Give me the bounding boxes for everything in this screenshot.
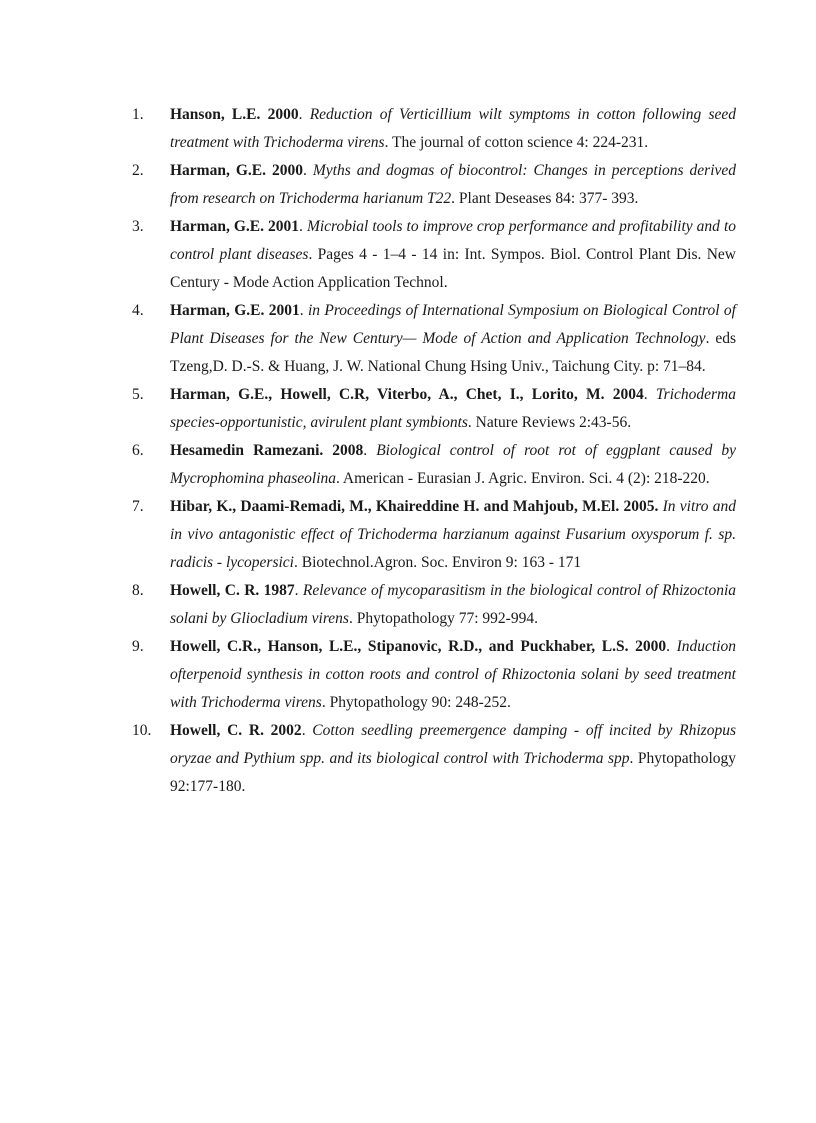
reference-title: Myths and dogmas of biocontrol: Changes in perceptions derived from research on Trichoderma harianum T22 <box>170 162 737 207</box>
reference-author: Howell, C. R. 1987 <box>170 582 295 599</box>
reference-source: . The journal of cotton science 4: 224-231. <box>384 134 649 151</box>
reference-title: Biological control of root rot of eggplant caused by Mycrophomina phaseolina <box>170 442 736 487</box>
reference-item <box>132 437 736 493</box>
reference-author: Harman, G.E. 2001 <box>170 302 300 319</box>
reference-source: . Nature Reviews 2:43-56. <box>467 414 632 431</box>
reference-source: . Biotechnol.Agron. Soc. Environ 9: 163 - 171 <box>293 554 582 571</box>
reference-separator: . <box>299 218 307 235</box>
reference-number: 9. <box>132 638 144 655</box>
reference-title: Microbial tools to improve crop performance and profitability and to control plant diseases <box>170 218 737 263</box>
reference-author: Howell, C.R., Hanson, L.E., Stipanovic, R.D., and Puckhaber, L.S. 2000 <box>170 638 667 655</box>
reference-item <box>132 101 736 157</box>
reference-author: Hanson, L.E. 2000 <box>170 106 299 123</box>
reference-source: . American - Eurasian J. Agric. Environ. Sci. 4 (2): 218-220. <box>336 470 710 487</box>
reference-text <box>170 437 736 493</box>
reference-item <box>132 157 736 213</box>
reference-text <box>170 101 736 157</box>
reference-title: Trichoderma species-opportunistic, avirulent plant symbionts <box>170 386 736 431</box>
reference-number: 5. <box>132 386 144 403</box>
reference-author: Hibar, K., Daami-Remadi, M., Khaireddine H. and Mahjoub, M.El. 2005. <box>170 498 659 515</box>
reference-text <box>170 577 736 633</box>
reference-title: Cotton seedling preemergence damping - off incited by Rhizopus oryzae and Pythium spp. and its biological control with Trichoderma spp <box>170 722 736 767</box>
reference-separator: . <box>301 722 313 739</box>
reference-separator: . <box>299 302 308 319</box>
reference-author: Hesamedin Ramezani. 2008 <box>170 442 364 459</box>
reference-number: 1. <box>132 106 144 123</box>
reference-source: . Phytopathology 77: 992-994. <box>348 610 538 627</box>
reference-item <box>132 297 736 381</box>
reference-title: Relevance of mycoparasitism in the biological control of Rhizoctonia solani by Gliocladium virens <box>170 582 737 627</box>
reference-separator: . <box>643 386 656 403</box>
reference-number: 6. <box>132 442 144 459</box>
reference-author: Harman, G.E. 2001 <box>170 218 300 235</box>
reference-author: Harman, G.E. 2000 <box>170 162 303 179</box>
reference-separator: . <box>303 162 313 179</box>
reference-text <box>170 717 736 801</box>
reference-title: In vitro and in vivo antagonistic effect of Trichoderma harzianum against Fusarium oxysporum f. sp. radicis - lycopersici <box>170 498 736 571</box>
reference-number: 7. <box>132 498 144 515</box>
reference-text <box>170 213 736 297</box>
reference-source: . Phytopathology 90: 248-252. <box>321 694 511 711</box>
reference-source: . Pages 4 - 1–4 - 14 in: Int. Sympos. Biol. Control Plant Dis. New Century - Mode Action Application Technol. <box>170 246 736 291</box>
reference-separator: . <box>363 442 377 459</box>
reference-list <box>132 101 736 801</box>
reference-source: . Phytopathology 92:177-180. <box>170 750 737 795</box>
reference-separator: . <box>298 106 310 123</box>
reference-item <box>132 381 736 437</box>
reference-source: . Plant Deseases 84: 377- 393. <box>451 190 639 207</box>
reference-text <box>170 381 736 437</box>
reference-title: Induction ofterpenoid synthesis in cotton roots and control of Rhizoctonia solani by seed treatment with Trichoderma virens <box>170 638 737 711</box>
reference-separator: . <box>666 638 677 655</box>
reference-item <box>132 717 736 801</box>
reference-item <box>132 633 736 717</box>
reference-number: 3. <box>132 218 144 235</box>
reference-title: Reduction of Verticillium wilt symptoms in cotton following seed treatment with Trichoderma virens <box>170 106 736 151</box>
reference-author: Harman, G.E., Howell, C.R, Viterbo, A., Chet, I., Lorito, M. 2004 <box>170 386 644 403</box>
reference-text <box>170 297 736 381</box>
reference-number: 4. <box>132 302 144 319</box>
reference-item <box>132 577 736 633</box>
reference-number: 2. <box>132 162 144 179</box>
reference-item <box>132 213 736 297</box>
reference-author: Howell, C. R. 2002 <box>170 722 302 739</box>
reference-text <box>170 157 736 213</box>
reference-text <box>170 633 736 717</box>
reference-number: 10. <box>132 722 152 739</box>
reference-source: . eds Tzeng,D. D.-S. & Huang, J. W. National Chung Hsing Univ., Taichung City. p: 71–84. <box>170 330 736 375</box>
reference-text <box>170 493 736 577</box>
reference-number: 8. <box>132 582 144 599</box>
reference-item <box>132 493 736 577</box>
reference-title: in Proceedings of International Symposium on Biological Control of Plant Diseases for the New Century— Mode of Action and Application Technology <box>170 302 736 347</box>
reference-separator: . <box>294 582 303 599</box>
